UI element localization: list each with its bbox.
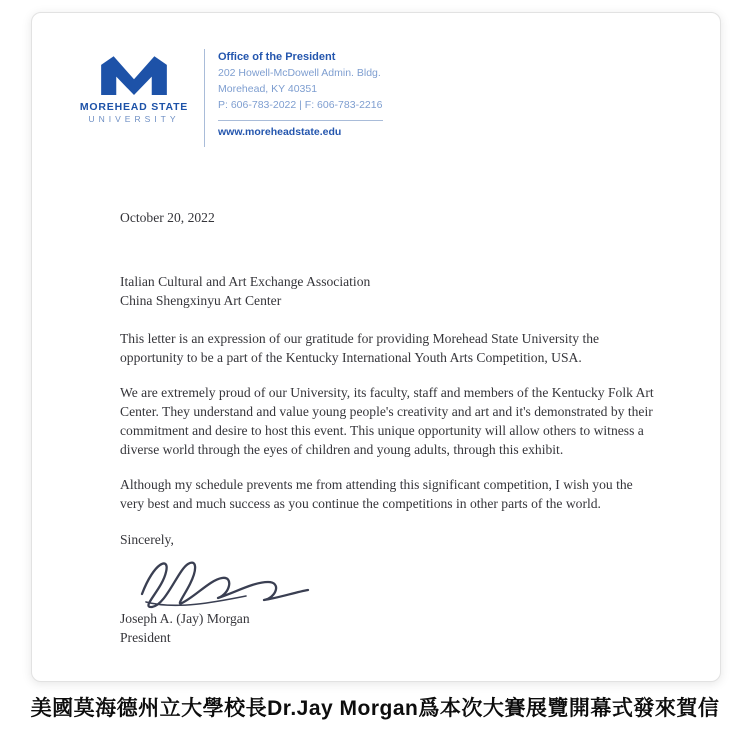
signature xyxy=(126,552,654,610)
recipient-block xyxy=(120,272,654,310)
recipient-line-1: Italian Cultural and Art Exchange Association xyxy=(120,273,371,289)
office-title: Office of the President xyxy=(218,51,336,63)
morehead-m-logo-icon xyxy=(93,53,175,99)
logo-org-subname: UNIVERSITY xyxy=(88,114,180,124)
address-line-2: Morehead, KY 40351 xyxy=(218,82,318,95)
address-line-1: 202 Howell-McDowell Admin. Bldg. xyxy=(218,67,381,79)
university-logo xyxy=(78,53,190,124)
handwritten-signature-icon xyxy=(126,552,336,610)
letter-body xyxy=(120,209,654,648)
recipient-line-2: China Shengxinyu Art Center xyxy=(120,292,282,308)
letter-document xyxy=(31,12,721,682)
letter-date: October 20, 2022 xyxy=(120,210,215,225)
caption-chinese: 美國莫海德州立大學校長Dr.Jay Morgan爲本次大賽展覽開幕式發來賀信 xyxy=(30,697,720,720)
letterhead-divider xyxy=(204,49,205,147)
website-url: www.moreheadstate.edu xyxy=(218,120,383,138)
letterhead-contact xyxy=(218,51,448,138)
paragraph-3: Although my schedule prevents me from attending this significant competition, I wish you the very best and much success as you continue the competitions in other parts of the world. xyxy=(120,477,633,512)
phone-fax-line: P: 606-783-2022 | F: 606-783-2216 xyxy=(218,98,383,111)
paragraph-1: This letter is an expression of our gratitude for providing Morehead State University the opportunity to be a part of the Kentucky International Youth Arts Competition, USA. xyxy=(120,330,600,365)
paragraph-2: We are extremely proud of our University, its faculty, staff and members of the Kentucky Folk Art Center. They understand and value young people's creativity and art and it's demonstrated by their commitment and desire to host this event. This unique opportunity will allow others to witness a diverse world through the eyes of children and young adults, through this exhibit. xyxy=(120,385,654,457)
closing-line: Sincerely, xyxy=(120,531,174,547)
logo-org-name: MOREHEAD STATE xyxy=(79,101,189,113)
signer-name: Joseph A. (Jay) Morgan xyxy=(120,610,250,626)
signer-title: President xyxy=(120,630,171,646)
